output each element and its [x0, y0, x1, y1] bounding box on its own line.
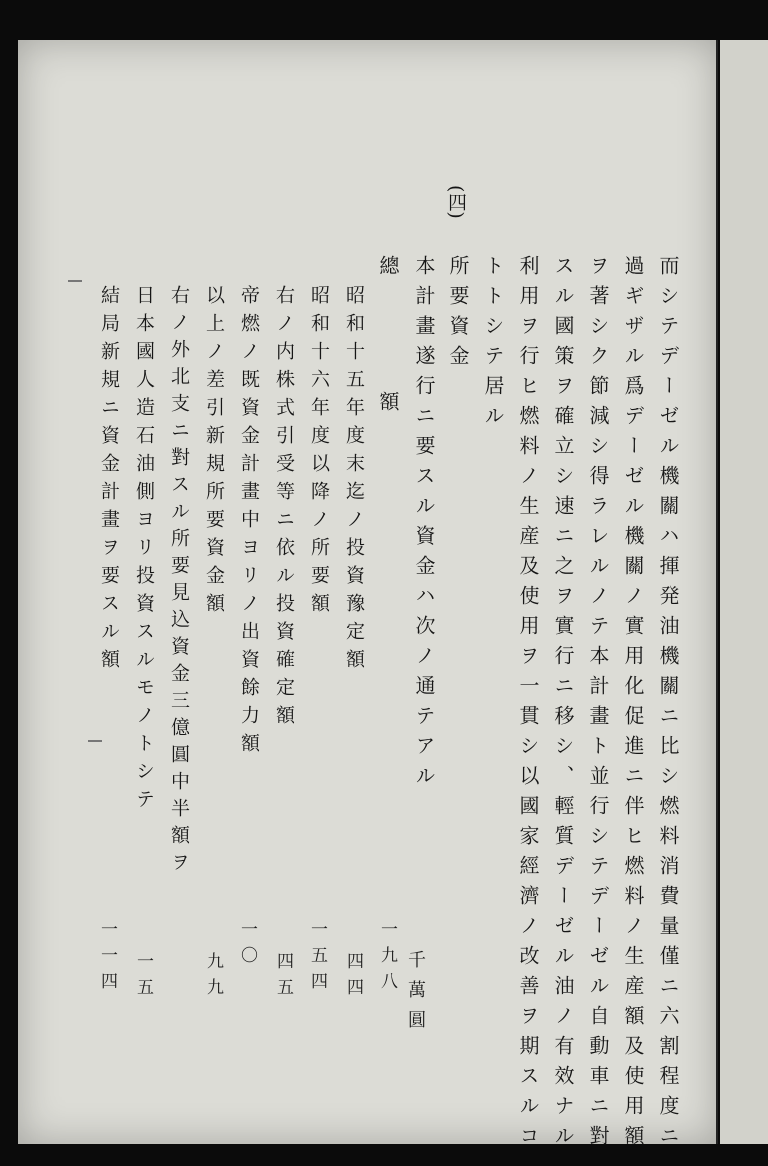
row-value-4: 一〇: [237, 920, 257, 972]
row-label-8: 結局新規ニ資金計畫ヲ要スル額: [98, 285, 120, 677]
row-value-7: 一五: [133, 952, 153, 1004]
row-value-8: 一一四: [97, 920, 117, 998]
row-label-4: 帝燃ノ既資金計畫中ヨリノ出資餘力額: [238, 285, 260, 761]
paragraph-line-3: ヲ著シク節減シ得ラレルノテ本計畫ト並行シテデーゼル自動車ニ對: [586, 255, 610, 1155]
row-label-6: 右ノ外北支ニ對スル所要見込資金三億圓中半額ヲ: [168, 285, 190, 879]
row-label-5: 以上ノ差引新規所要資金額: [203, 285, 225, 621]
row-value-5: 九九: [203, 952, 223, 1004]
row-label-2: 昭和十六年度以降ノ所要額: [308, 285, 330, 621]
scan-dash: [68, 280, 82, 282]
adjacent-page-edge: [720, 40, 768, 1144]
document-page: [18, 40, 718, 1155]
row-label-total: 總 額: [376, 255, 400, 425]
page-gutter: [716, 40, 718, 1144]
row-value-2: 一五四: [307, 920, 327, 998]
row-value-1: 四四: [343, 952, 363, 1004]
row-value-total: 一九八: [377, 920, 397, 998]
funding-intro: 本計畫遂行ニ要スル資金ハ次ノ通テアル: [412, 255, 436, 795]
row-label-1: 昭和十五年度末迄ノ投資豫定額: [343, 285, 365, 677]
section-heading: 所要資金: [446, 255, 470, 375]
paragraph-line-4: スル國策ヲ確立シ速ニ之ヲ實行ニ移シ、輕質デーゼル油ノ有效ナル: [551, 255, 575, 1155]
paragraph-line-2: 過ギザル爲デーゼル機關ノ實用化促進ニ伴ヒ燃料ノ生産額及使用額: [621, 255, 645, 1155]
paragraph-line-1: 而シテデーゼル機關ハ揮発油機關ニ比シ燃料消費量僅ニ六割程度ニ: [656, 255, 680, 1155]
row-label-7: 日本國人造石油側ヨリ投資スルモノトシテ: [133, 285, 155, 817]
paragraph-line-6: トトシテ居ル: [481, 255, 505, 435]
unit-label: 千萬圓: [405, 950, 426, 1040]
row-value-3: 四五: [273, 952, 293, 1004]
scan-dash: [88, 740, 102, 742]
section-mark: (四): [445, 185, 467, 219]
paragraph-line-5: 利用ヲ行ヒ燃料ノ生産及使用ヲ一貫シ以國家經濟ノ改善ヲ期スルコ: [516, 255, 540, 1155]
row-label-3: 右ノ内株式引受等ニ依ル投資確定額: [273, 285, 295, 733]
